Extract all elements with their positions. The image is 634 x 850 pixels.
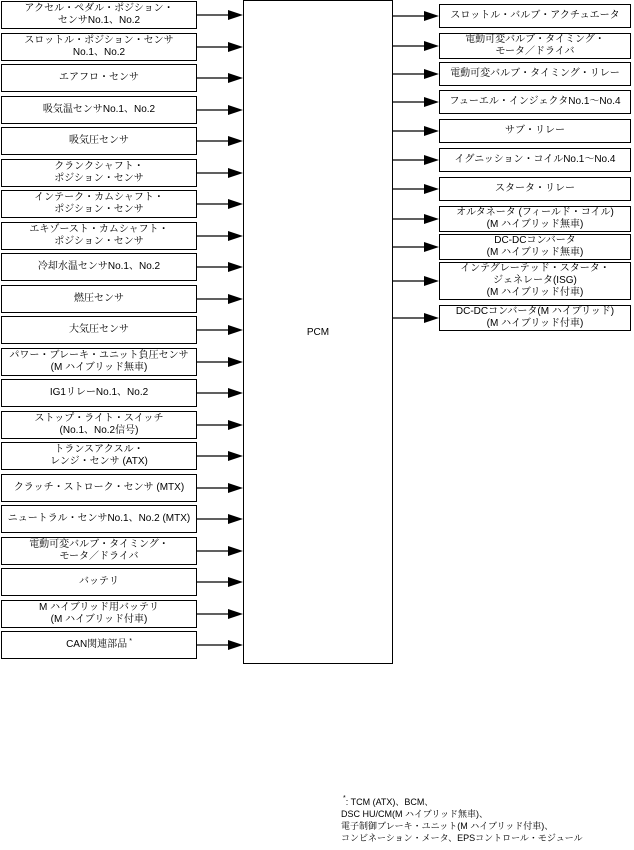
pcm-box: [243, 0, 393, 664]
output-box-6-line-0: スタータ・リレー: [495, 183, 575, 194]
input-box-2: [1, 64, 197, 92]
output-box-8: [439, 234, 631, 260]
input-box-20-line-0: CAN関連部品 *: [66, 638, 132, 650]
input-box-10-line-0: 大気圧センサ: [69, 324, 129, 335]
input-box-4-line-0: 吸気圧センサ: [69, 135, 129, 146]
input-arrow-2: [197, 73, 243, 83]
footnote-line-3: コンビネーション・メータ、EPSコントロール・モジュール: [341, 833, 583, 843]
input-arrow-19: [197, 609, 243, 619]
input-box-0: [1, 1, 197, 29]
output-arrow-10: [393, 313, 439, 323]
input-box-4: [1, 127, 197, 155]
input-box-8: [1, 253, 197, 281]
input-arrow-5: [197, 168, 243, 178]
input-box-1-line-0: スロットル・ポジション・センサ: [24, 35, 174, 46]
input-arrow-6: [197, 199, 243, 209]
output-box-7: [439, 206, 631, 232]
input-box-17-line-1: モータ／ドライバ: [59, 551, 139, 562]
input-arrow-13: [197, 420, 243, 430]
footnote: [341, 796, 634, 844]
input-box-11-line-1: (M ハイブリッド無車): [50, 362, 148, 373]
input-arrow-16: [197, 514, 243, 524]
output-box-6: [439, 177, 631, 201]
input-box-11: [1, 348, 197, 376]
input-box-3-line-0: 吸気温センサNo.1、No.2: [42, 104, 156, 115]
input-arrow-7: [197, 231, 243, 241]
input-box-20-mark: *: [129, 638, 132, 645]
input-box-14-line-1: レンジ・センサ (ATX): [50, 456, 148, 467]
output-box-9-line-1: ジェネレータ(ISG): [493, 275, 577, 286]
output-box-3-line-0: フューエル・インジェクタNo.1～No.4: [449, 96, 621, 107]
input-box-9-line-0: 燃圧センサ: [74, 293, 124, 304]
output-arrow-9: [393, 276, 439, 286]
input-box-18-line-0: バッテリ: [79, 576, 119, 587]
input-box-8-line-0: 冷却水温センサNo.1、No.2: [37, 261, 161, 272]
input-box-15-line-0: クラッチ・ストローク・センサ (MTX): [13, 482, 185, 493]
footnote-line-2: 電子制御ブレーキ・ユニット(M ハイブリッド付車)、: [341, 821, 554, 831]
input-box-1: [1, 33, 197, 61]
output-box-1: [439, 33, 631, 59]
input-arrow-12: [197, 388, 243, 398]
output-box-8-line-0: DC-DCコンバータ: [494, 235, 576, 246]
input-box-20: [1, 631, 197, 659]
input-arrow-1: [197, 42, 243, 52]
input-box-2-line-0: エアフロ・センサ: [59, 72, 139, 83]
output-arrow-6: [393, 184, 439, 194]
input-arrow-15: [197, 483, 243, 493]
input-arrow-18: [197, 577, 243, 587]
input-box-15: [1, 474, 197, 502]
output-box-3: [439, 90, 631, 114]
input-box-18: [1, 568, 197, 596]
output-box-9: [439, 262, 631, 300]
output-box-7-line-1: (M ハイブリッド無車): [486, 219, 584, 230]
output-box-8-line-1: (M ハイブリッド無車): [486, 247, 584, 258]
input-box-6-line-0: インテーク・カムシャフト・: [34, 192, 164, 203]
output-box-0-line-0: スロットル・バルブ・アクチュエータ: [450, 10, 620, 21]
output-arrow-7: [393, 214, 439, 224]
output-box-7-line-0: オルタネータ (フィールド・コイル): [456, 207, 614, 218]
input-box-7: [1, 222, 197, 250]
footnote-line-0: *: TCM (ATX)、BCM、: [343, 795, 434, 807]
output-box-9-line-0: インテグレーテッド・スタータ・: [460, 263, 610, 274]
output-arrow-0: [393, 11, 439, 21]
output-arrow-5: [393, 155, 439, 165]
input-arrow-20: [197, 640, 243, 650]
input-box-0-line-0: アクセル・ペダル・ポジション・: [24, 3, 174, 14]
output-box-0: [439, 4, 631, 28]
output-box-1-line-0: 電動可変バルブ・タイミング・: [465, 34, 605, 45]
input-box-14-line-0: トランスアクスル・: [54, 444, 144, 455]
input-box-5-line-0: クランクシャフト・: [54, 161, 144, 172]
input-box-19-line-0: M ハイブリッド用バッテリ: [38, 602, 159, 613]
output-arrow-1: [393, 41, 439, 51]
input-arrow-10: [197, 325, 243, 335]
input-box-12-line-0: IG1リレーNo.1、No.2: [49, 387, 149, 398]
input-box-13-line-1: (No.1、No.2信号): [59, 425, 139, 436]
input-box-6-line-1: ポジション・センサ: [54, 204, 144, 215]
input-box-16-line-0: ニュートラル・センサNo.1、No.2 (MTX): [7, 513, 191, 524]
input-box-13-line-0: ストップ・ライト・スイッチ: [34, 413, 164, 424]
input-box-0-line-1: センサNo.1、No.2: [57, 15, 141, 26]
input-box-10: [1, 316, 197, 344]
input-box-13: [1, 411, 197, 439]
input-arrow-11: [197, 357, 243, 367]
output-box-2: [439, 62, 631, 86]
input-box-11-line-0: パワー・ブレーキ・ユニット負圧センサ: [9, 350, 189, 361]
output-arrow-3: [393, 97, 439, 107]
input-box-16: [1, 505, 197, 533]
output-arrow-2: [393, 69, 439, 79]
input-arrow-0: [197, 10, 243, 20]
output-arrow-4: [393, 126, 439, 136]
pcm-label: PCM: [306, 326, 330, 338]
input-box-19: [1, 600, 197, 628]
output-box-1-line-1: モータ／ドライバ: [495, 46, 575, 57]
input-arrow-4: [197, 136, 243, 146]
output-box-10: [439, 305, 631, 331]
output-box-10-line-1: (M ハイブリッド付車): [486, 318, 584, 329]
output-box-9-line-2: (M ハイブリッド付車): [486, 287, 584, 298]
input-box-12: [1, 379, 197, 407]
input-box-5-line-1: ポジション・センサ: [54, 173, 144, 184]
input-box-9: [1, 285, 197, 313]
footnote-line-1: DSC HU/CM(M ハイブリッド無車)、: [341, 809, 489, 819]
output-box-4: [439, 119, 631, 143]
input-box-7-line-1: ポジション・センサ: [54, 236, 144, 247]
input-box-19-line-1: (M ハイブリッド付車): [50, 614, 148, 625]
output-box-4-line-0: サブ・リレー: [505, 125, 565, 136]
footnote-mark: *: [343, 795, 346, 802]
input-arrow-8: [197, 262, 243, 272]
output-box-5: [439, 148, 631, 172]
output-box-10-line-0: DC-DCコンバータ(M ハイブリッド): [455, 306, 615, 317]
output-box-5-line-0: イグニッション・コイルNo.1～No.4: [454, 154, 616, 165]
input-box-17: [1, 537, 197, 565]
input-box-7-line-0: エキゾースト・カムシャフト・: [29, 224, 169, 235]
input-box-5: [1, 159, 197, 187]
input-box-6: [1, 190, 197, 218]
input-arrow-14: [197, 451, 243, 461]
input-box-3: [1, 96, 197, 124]
output-box-2-line-0: 電動可変バルブ・タイミング・リレー: [450, 68, 620, 79]
input-box-1-line-1: No.1、No.2: [72, 47, 126, 58]
input-arrow-3: [197, 105, 243, 115]
input-box-14: [1, 442, 197, 470]
output-arrow-8: [393, 242, 439, 252]
input-arrow-9: [197, 294, 243, 304]
input-arrow-17: [197, 546, 243, 556]
input-box-17-line-0: 電動可変バルブ・タイミング・: [29, 539, 169, 550]
